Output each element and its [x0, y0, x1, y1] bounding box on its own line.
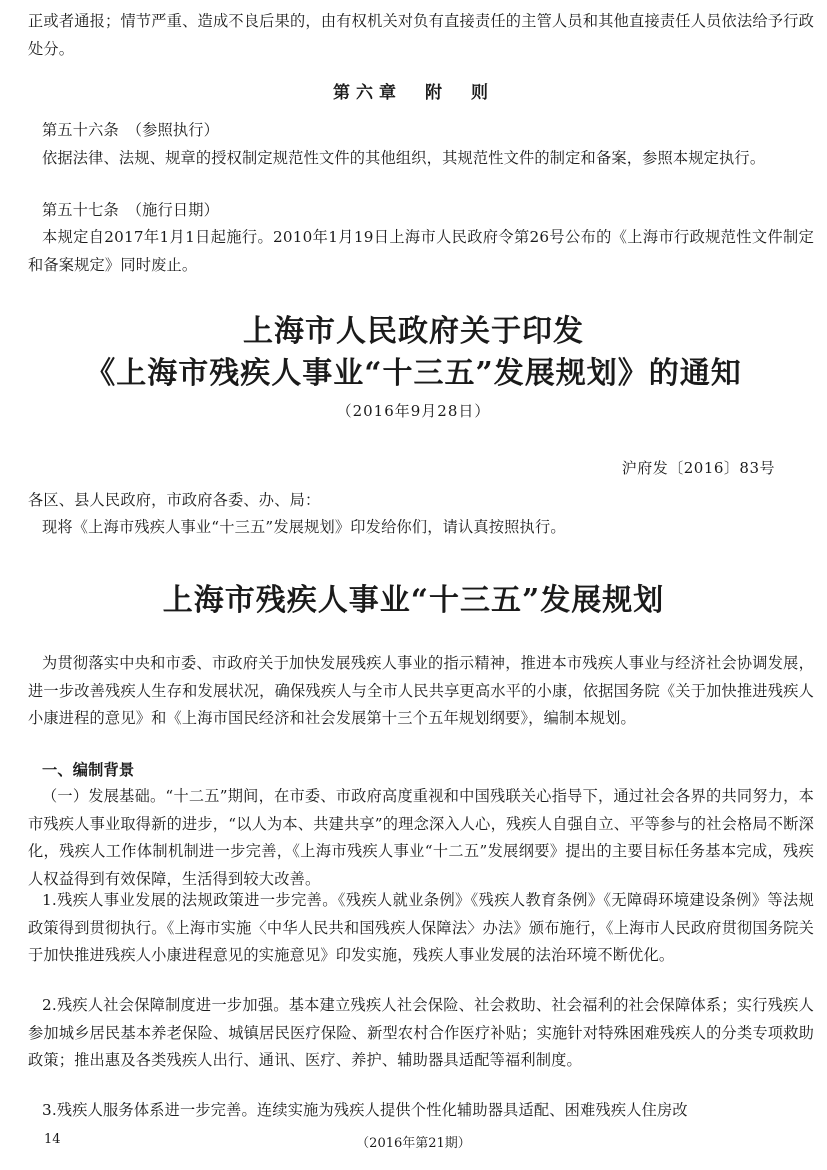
- notice-date: （2016年9月28日）: [336, 402, 491, 420]
- article-57-body: 本规定自2017年1月1日起施行。2010年1月19日上海市人民政府令第26号公布的《上海市行政规范性文件制定和备案规定》同时废止。: [28, 228, 814, 274]
- article-56-body: 依据法律、法规、规章的授权制定规范性文件的其他组织，其规范性文件的制定和备案，参照本规定执行。: [42, 149, 766, 167]
- chapter-heading: 第六章 附 则: [333, 83, 494, 103]
- notice-title-line1: 上海市人民政府关于印发: [243, 314, 584, 349]
- article-56-heading: 第五十六条 （参照执行）: [42, 121, 220, 139]
- plan-intro: 为贯彻落实中央和市委、市政府关于加快发展残疾人事业的指示精神，推进本市残疾人事业与经济社会协调发展，进一步改善残疾人生存和发展状况，确保残疾人与全市人民共享更高水平的小康，依据国务院《关于加快推进残疾人小康进程的意见》和《上海市国民经济和社会发展第十三个五年规划纲要》，编制本规划。: [28, 654, 814, 727]
- paragraph-development-basis: （一）发展基础。“十二五”期间，在市委、市政府高度重视和中国残联关心指导下，通过社会各界的共同努力，本市残疾人事业取得新的进步，“以人为本、共建共享”的理念深入人心，残疾人自强自立、平等参与的社会格局不断深化，残疾人工作体制机制进一步完善，《上海市残疾人事业“十二五”发展纲要》提出的主要目标任务基本完成，残疾人权益得到有效保障，生活得到较大改善。: [28, 787, 814, 888]
- doc-number: 沪府发〔2016〕83号: [621, 459, 775, 477]
- paragraph-item-3: 3.残疾人服务体系进一步完善。连续实施为残疾人提供个性化辅助器具适配、困难残疾人住房改: [42, 1101, 688, 1119]
- notice-title-line2: 《上海市残疾人事业“十三五”发展规划》的通知: [85, 356, 742, 391]
- paragraph-item-1: 1.残疾人事业发展的法规政策进一步完善。《残疾人就业条例》《残疾人教育条例》《无障碍环境建设条例》等法规政策得到贯彻执行。《上海市实施〈中华人民共和国残疾人保障法〉办法》颁布施行，《上海市人民政府贯彻国务院关于加快推进残疾人小康进程意见的实施意见》印发实施，残疾人事业发展的法治环境不断优化。: [28, 891, 814, 964]
- issue-number: （2016年第21期）: [356, 1136, 471, 1151]
- paragraph-item-2: 2.残疾人社会保障制度进一步加强。基本建立残疾人社会保险、社会救助、社会福利的社会保障体系；实行残疾人参加城乡居民基本养老保险、城镇居民医疗保险、新型农村合作医疗补贴；实施针对特殊困难残疾人的分类专项救助政策；推出惠及各类残疾人出行、通讯、医疗、养护、辅助器具适配等福利制度。: [28, 996, 814, 1069]
- section-heading: 一、编制背景: [42, 761, 135, 779]
- top-paragraph: 正或者通报；情节严重、造成不良后果的，由有权机关对负有直接责任的主管人员和其他直接责任人员依法给予行政处分。: [28, 12, 814, 58]
- article-57-heading: 第五十七条 （施行日期）: [42, 201, 220, 219]
- plan-title: 上海市残疾人事业“十三五”发展规划: [162, 583, 665, 618]
- notice-addressee: 各区、县人民政府，市政府各委、办、局：: [28, 491, 321, 509]
- notice-body: 现将《上海市残疾人事业“十三五”发展规划》印发给你们，请认真按照执行。: [42, 518, 566, 536]
- page-number: 14: [44, 1132, 61, 1147]
